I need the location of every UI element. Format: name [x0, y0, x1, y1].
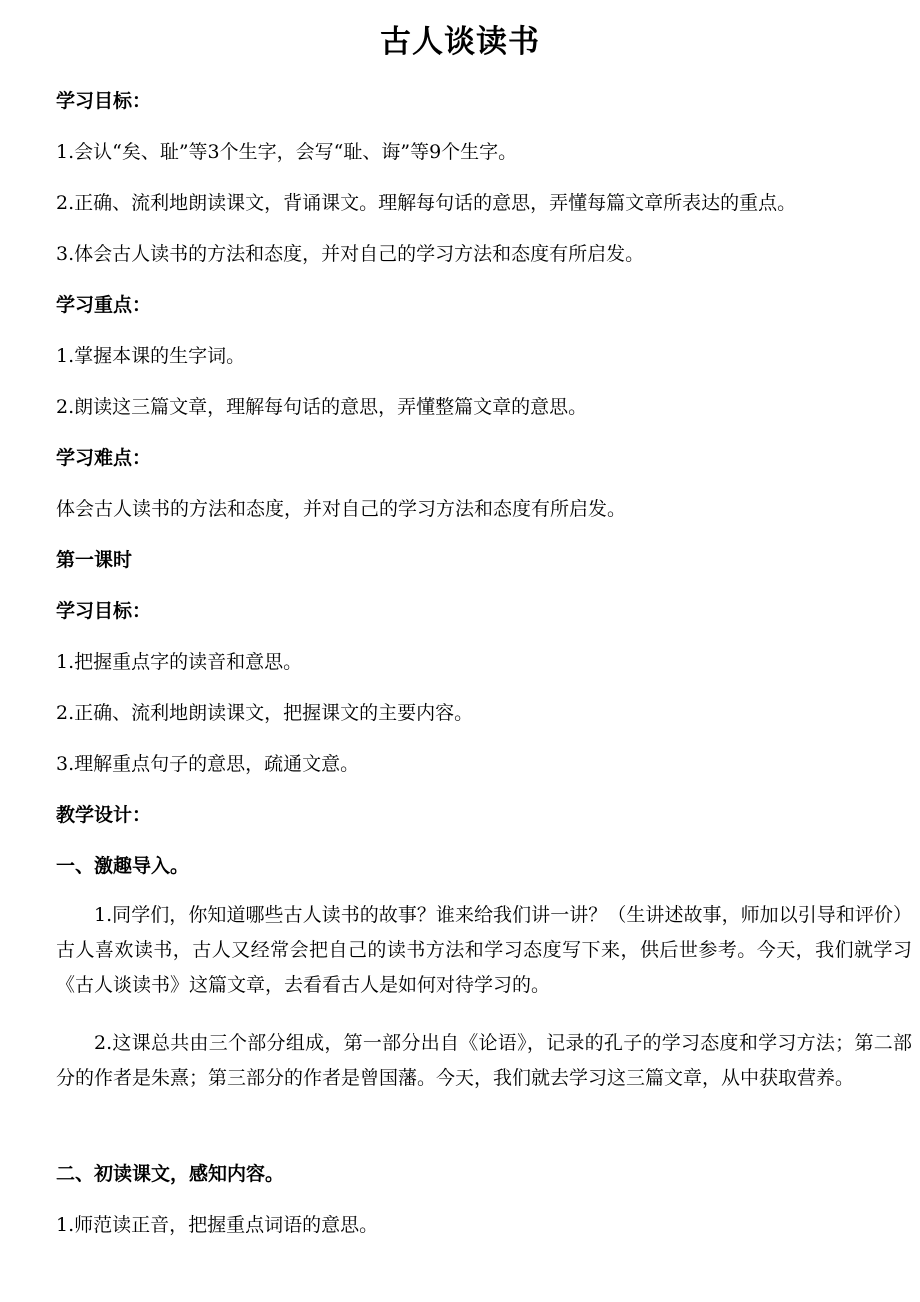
- objective-item: 1.会认“矣、耻”等3个生字，会写“耻、诲”等9个生字。: [56, 141, 518, 163]
- difficulty-text: 体会古人读书的方法和态度，并对自己的学习方法和态度有所启发。: [56, 498, 627, 520]
- design-heading: 教学设计：: [56, 804, 152, 826]
- key-points-heading: 学习重点：: [56, 294, 152, 316]
- lesson1-objective-item: 3.理解重点句子的意思，疏通文意。: [56, 753, 360, 775]
- section2-item: 1.师范读正音，把握重点词语的意思。: [56, 1214, 379, 1236]
- key-point-item: 1.掌握本课的生字词。: [56, 345, 246, 367]
- lesson1-objective-item: 2.正确、流利地朗读课文，把握课文的主要内容。: [56, 702, 474, 724]
- lesson1-objectives-heading: 学习目标：: [56, 600, 152, 622]
- section1-paragraph: 1.同学们，你知道哪些古人读书的故事？谁来给我们讲一讲？（生讲述故事，师加以引导和评价）古人喜欢读书，古人又经常会把自己的读书方法和学习态度写下来，供后世参考。今天，我们就学习《古人谈读书》这篇文章，去看看古人是如何对待学习的。: [56, 904, 912, 996]
- key-point-item: 2.朗读这三篇文章，理解每句话的意思，弄懂整篇文章的意思。: [56, 396, 588, 418]
- objective-item: 3.体会古人读书的方法和态度，并对自己的学习方法和态度有所启发。: [56, 243, 645, 265]
- section2-heading: 二、初读课文，感知内容。: [56, 1163, 285, 1185]
- section1-heading: 一、激趣导入。: [56, 855, 190, 877]
- section1-paragraph: 2.这课总共由三个部分组成，第一部分出自《论语》，记录的孔子的学习态度和学习方法；第二部分的作者是朱熹；第三部分的作者是曾国藩。今天，我们就去学习这三篇文章，从中获取营养。: [56, 1032, 912, 1089]
- document-title: 古人谈读书: [380, 24, 540, 60]
- difficulties-heading: 学习难点：: [56, 447, 152, 469]
- lesson1-heading: 第一课时: [56, 549, 133, 571]
- objective-item: 2.正确、流利地朗读课文，背诵课文。理解每句话的意思，弄懂每篇文章所表达的重点。: [56, 192, 797, 214]
- lesson1-objective-item: 1.把握重点字的读音和意思。: [56, 651, 303, 673]
- objectives-heading: 学习目标：: [56, 90, 152, 112]
